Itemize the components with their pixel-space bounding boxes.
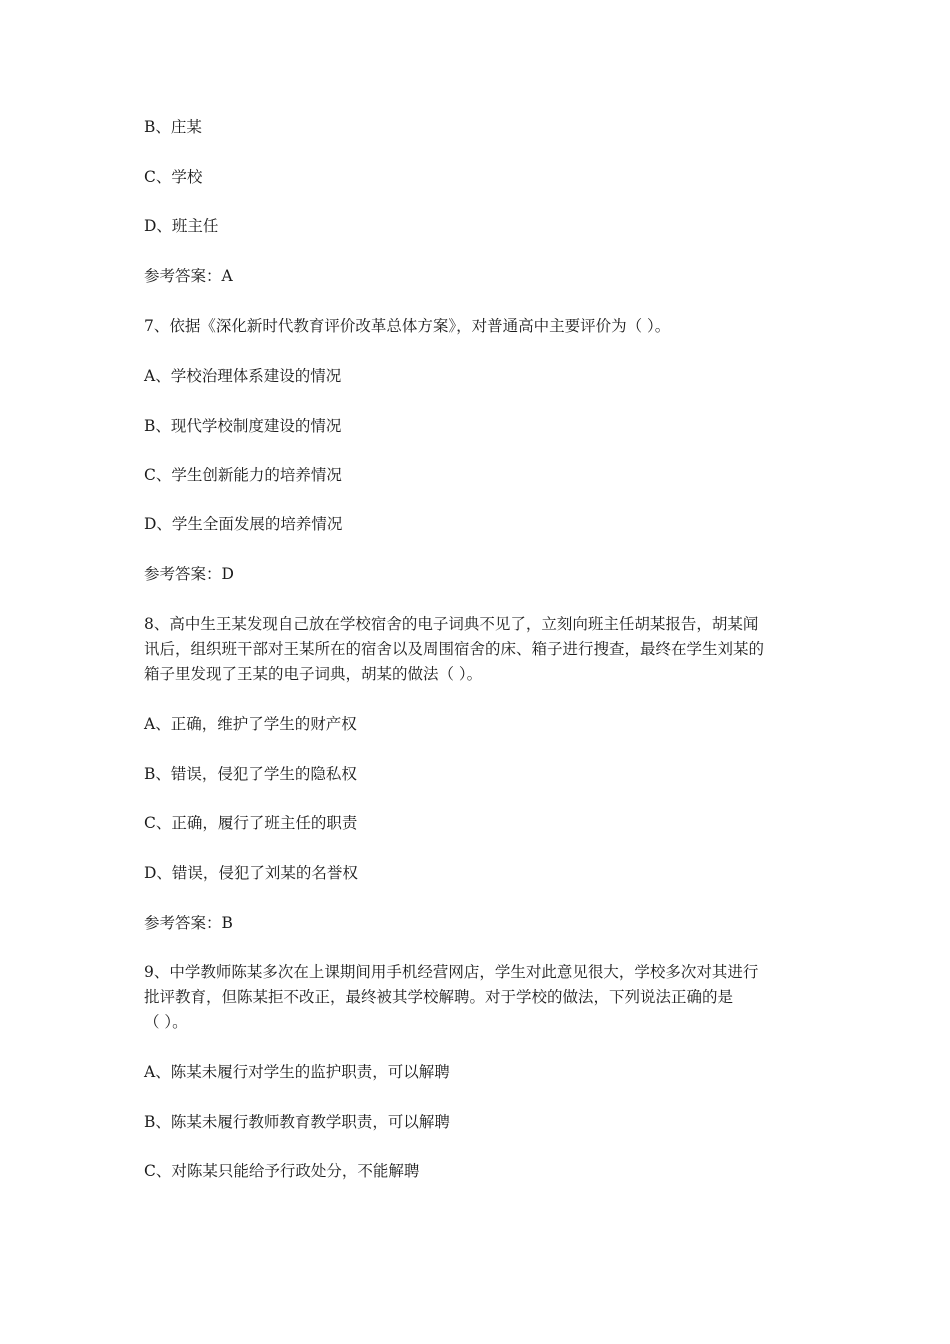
q7-option-d: D、学生全面发展的培养情况 (144, 515, 343, 533)
q8-stem-line-3: 箱子里发现了王某的电子词典，胡某的做法（ ）。 (144, 665, 483, 683)
q6-option-c: C、学校 (144, 168, 203, 186)
q8-stem-line-1: 8、高中生王某发现自己放在学校宿舍的电子词典不见了，立刻向班主任胡某报告，胡某闻 (144, 615, 759, 633)
q9-option-c: C、对陈某只能给予行政处分，不能解聘 (144, 1162, 420, 1180)
q8-option-b: B、错误，侵犯了学生的隐私权 (144, 765, 357, 783)
q9-stem-line-3: （ ）。 (144, 1013, 188, 1031)
q7-option-c: C、学生创新能力的培养情况 (144, 466, 342, 484)
q6-option-d: D、班主任 (144, 217, 219, 235)
q8-option-d: D、错误，侵犯了刘某的名誉权 (144, 864, 358, 882)
q9-stem-line-2: 批评教育，但陈某拒不改正，最终被其学校解聘。对于学校的做法，下列说法正确的是 (144, 988, 734, 1006)
q7-option-b: B、现代学校制度建设的情况 (144, 417, 342, 435)
q8-option-a: A、正确，维护了学生的财产权 (144, 715, 357, 733)
q7-option-a: A、学校治理体系建设的情况 (144, 367, 342, 385)
q8-answer: 参考答案：B (144, 914, 233, 932)
q8-stem-line-2: 讯后，组织班干部对王某所在的宿舍以及周围宿舍的床、箱子进行搜查，最终在学生刘某的 (144, 640, 765, 658)
q7-stem: 7、依据《深化新时代教育评价改革总体方案》，对普通高中主要评价为（ ）。 (144, 317, 671, 335)
q7-answer: 参考答案：D (144, 565, 234, 583)
q9-option-a: A、陈某未履行对学生的监护职责，可以解聘 (144, 1063, 450, 1081)
q6-option-b: B、庄某 (144, 118, 202, 136)
q6-answer: 参考答案：A (144, 267, 233, 285)
q8-option-c: C、正确，履行了班主任的职责 (144, 814, 358, 832)
q9-stem-line-1: 9、中学教师陈某多次在上课期间用手机经营网店，学生对此意见很大，学校多次对其进行 (144, 963, 759, 981)
q9-option-b: B、陈某未履行教师教育教学职责，可以解聘 (144, 1113, 450, 1131)
